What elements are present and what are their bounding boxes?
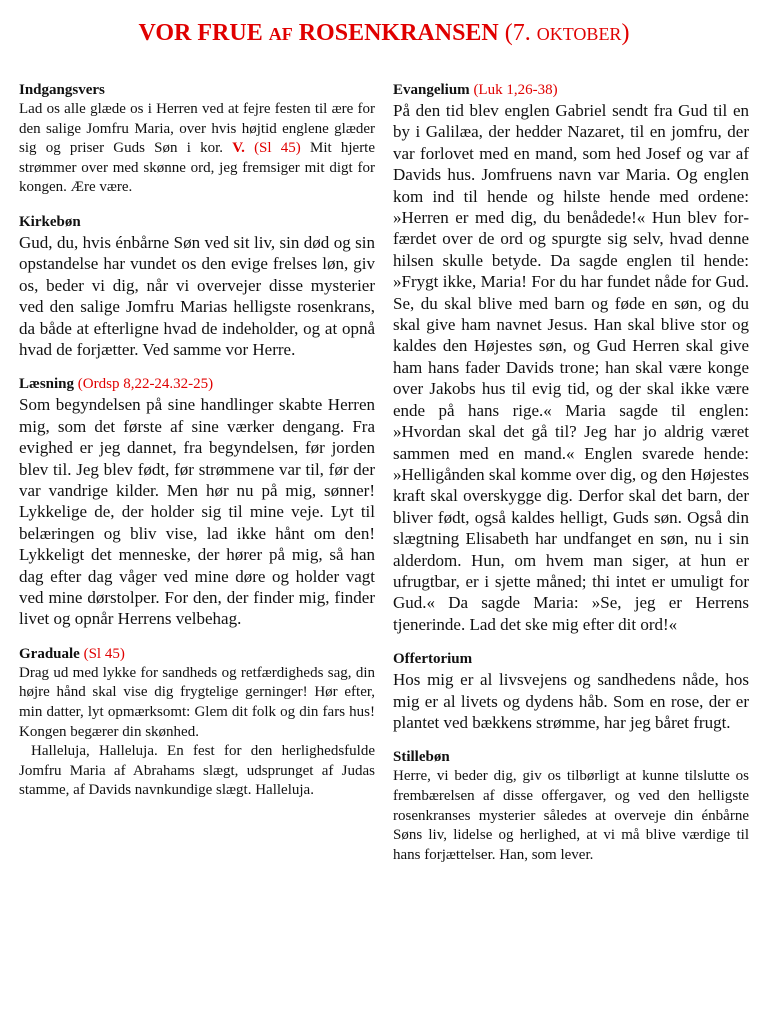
title-part: VOR FRUE (138, 20, 269, 46)
right-column (393, 80, 749, 879)
section-text: På den tid blev englen Gabriel sendt fra Gud til en by i Galilæa, der hedder Nazaret, til en jomfru, der var forlovet med en mand, som hed Josef og var af Davids hus. Jomfruens navn var Maria. Og englen kom ind til hende og hilste hende med ordene: »Herren er med dig, du benådede!« Hun blev forfærdet over de ord og spurgte sig selv, hvad denne hilsen skulle betyde. Da sagde englen til hende: »Frygt ikke, Maria! For du har fundet nåde for Gud. Se, du skal blive med barn og føde en søn, og du skal give ham navnet Jesus. Han skal blive stor og kaldes den Højestes søn, og Gud Herren skal give ham hans fader Davids trone; han skal være konge over Jakobs hus til evig tid, og der skal ikke være ende på hans rige.« Maria sagde til englen: »Hvordan skal det gå til? Jeg har jo aldrig været sammen med en mand.« Englen svarede hende: »Helligånden skal komme over dig, og den Højestes kraft skal overskygge dig. Derfor skal det barn, der bliver født, også kaldes helligt, Guds søn. Også din slægtning Elisabeth har undfanget en søn, nu i sin alderdom. Hun, om hvem man siger, at hun er ufrugtbar, er i sjette måned; thi intet er umuligt for Gud.« Da sagde Maria: »Se, jeg er Herrens tjenerinde. Lad det ske mig efter dit ord!« (393, 101, 749, 634)
versicle-mark: V. (232, 140, 245, 157)
page-title (0, 18, 768, 49)
scripture-reference: (Sl 45) (254, 140, 301, 157)
scripture-reference: (Luk 1,26-38) (473, 82, 558, 98)
section-heading (393, 80, 749, 100)
section-heading: Indgangsvers (19, 82, 105, 98)
section-laesning (19, 374, 375, 629)
section-stillebon (393, 747, 749, 865)
alleluia-text: Halleluja, Halleluja. En fest for den herlighedsfulde Jomfru Maria af Abrahams slægt, udsprunget af Judas stamme, af Davids navnkundige slægt. Halleluja. (19, 743, 375, 799)
section-heading: Offertorium (393, 651, 473, 668)
section-heading (19, 374, 375, 394)
section-kirkebon (19, 212, 375, 360)
text-segment: Lad os alle glæde os i Herren ved at fejre festen til ære for den salige Jomfru Maria, over hvis højtid englene glæder sig og priser Guds Søn i kor. (19, 101, 375, 157)
scripture-reference: (Ordsp 8,22-24.32-25) (77, 376, 214, 393)
section-text: Gud, du, hvis énbårne Søn ved sit liv, sin død og sin opstandelse har vundet os den evige frelses løn, giv os, beder vi dig, når vi overvejer disse mysterier ved den salige Jomfru Marias helligste rosenkrans, da både at efterligne hvad de indeholder, og at opnå hvad de forjætter. Ved samme vor Herre. (19, 232, 375, 359)
section-heading: Stillebøn (393, 749, 450, 766)
title-month: OKTOBER (536, 24, 622, 44)
scripture-reference: (Sl 45) (83, 645, 125, 662)
section-offertorium (393, 649, 749, 733)
heading-label: Graduale (19, 645, 80, 662)
title-part: ROSENKRANSEN (292, 20, 505, 46)
section-text: Som begyndelsen på sine handlinger skabte Herren mig, som det første af sine værker dengang. Fra evighed er jeg dannet, fra begyndelsen, før jorden blev til. Jeg blev født, før strømmene var til, før der var vandrige kilder. Men hør nu på mig, sønner! Lykkelige de, der holder sig til mine veje. Lyt til belæringen og bliv vise, lad ikke hånt om den! Lykkeligt det menneske, der hører på mig, så han dag efter dag våger ved mine døre og holder vagt ved mine dørstolper. For den, der finder mig, finder livet og opnår Herrens velbehag. (19, 395, 375, 629)
section-graduale (19, 644, 375, 801)
title-date-close: ) (621, 20, 630, 46)
heading-label: Evangelium (393, 82, 470, 98)
section-evangelium (393, 80, 749, 635)
section-heading: Kirkebøn (19, 213, 81, 230)
title-date: (7. (504, 20, 537, 46)
section-text (19, 100, 375, 198)
heading-label: Læsning (19, 376, 75, 393)
section-heading (19, 644, 375, 664)
section-indgangsvers (19, 80, 375, 198)
text-segment: Mit hjerte strømmer over med skønne ord, jeg fremsiger mit digt for kongen. Ære være. (19, 140, 376, 196)
title-part: AF (268, 24, 293, 44)
section-text: Drag ud med lykke for sandheds og retfærdigheds sag, din højre hånd skal vise dig frygtelige gerninger! Hør efter, min datter, lyt opmærksomt: Glem dit folk og din fars hus! Kongen begærer din skønhed. (19, 664, 375, 740)
left-column (19, 80, 375, 815)
section-text: Herre, vi beder dig, giv os tilbørligt at kunne tilslutte os frembærelsen af disse offergaver, og ved den helligste rosenkranses mysterier således at overveje din énbårne Søns liv, lidelse og herlighed, at vi må blive værdige til hans forjættelser. Han, som lever. (393, 768, 749, 863)
section-text: Hos mig er al livsvejens og sandhedens nåde, hos mig er al livets og dydens håb. Som en rose, der er plantet ved bækkens strømme, har jeg båret frugt. (393, 670, 749, 732)
